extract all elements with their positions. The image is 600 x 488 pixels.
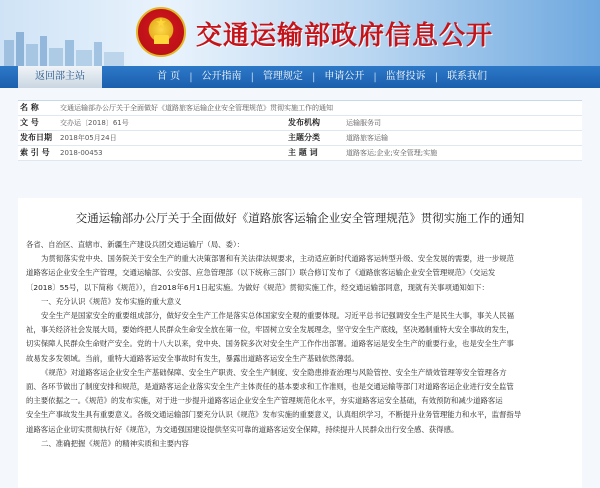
meta-value-index: 2018-00453 — [60, 149, 103, 157]
meta-value-keywords: 道路客运;企业;安全管理;实施 — [346, 149, 438, 157]
meta-value-name: 交通运输部办公厅关于全面做好《道路旅客运输企业安全管理规范》贯彻实施工作的通知 — [60, 104, 333, 112]
nav-contact-us[interactable]: 联系我们 — [447, 71, 488, 82]
nav-disclosure-guide[interactable]: 公开指南 — [201, 71, 242, 82]
paragraph-line: 的主要依据之一。《规范》的发布实施，对于进一步提升道路客运企业安全生产管理规范化水平，夯实道路客运安全基础，有效预防和减少道路客运 — [26, 396, 503, 406]
meta-value-publisher: 运输服务司 — [346, 119, 381, 127]
paragraph-line: 〔2018〕55号，以下简称《规范》），自2018年6月1日起实施。为做好《规范》贯彻实施工作，经交通运输部同意，现就有关事项通知如下： — [26, 282, 489, 292]
section-heading: 二、准确把握《规范》的精神实质和主要内容 — [41, 438, 189, 448]
document-metadata-table — [18, 100, 582, 161]
nav-apply-disclosure[interactable]: 申请公开 — [324, 71, 365, 82]
national-emblem-icon: ★ — [136, 7, 186, 57]
paragraph-line: 安全生产事故发生具有重要意义。各级交通运输部门要充分认识《规范》发布实施的重要意义，认真组织学习，不断提升业务管理能力和水平，监督指导 — [26, 410, 522, 420]
site-title: 交通运输部政府信息公开 — [196, 21, 494, 51]
meta-label: 主 题 词 — [288, 148, 318, 157]
nav-separator: | — [189, 71, 193, 83]
main-navigation — [0, 66, 600, 88]
nav-regulations[interactable]: 管理规定 — [262, 71, 303, 82]
meta-label: 文 号 — [20, 118, 39, 127]
paragraph-line: 安全生产是国家安全的重要组成部分，做好安全生产工作是落实总体国家安全观的重要体现。习近平总书记强调安全生产是民生大事，事关人民福 — [41, 311, 515, 321]
meta-row-name — [18, 101, 582, 116]
nav-home[interactable]: 首 页 — [157, 71, 181, 82]
salutation: 各省、自治区、直辖市、新疆生产建设兵团交通运输厅（局、委）： — [26, 240, 245, 249]
meta-value-category: 道路旅客运输 — [346, 134, 388, 142]
meta-label: 发布日期 — [20, 133, 52, 142]
meta-label: 主题分类 — [288, 133, 320, 142]
meta-row-doc-number — [18, 116, 582, 131]
meta-value-doc-number: 交办运〔2018〕61号 — [60, 119, 129, 127]
meta-value-date: 2018年05月24日 — [60, 134, 117, 142]
nav-separator: | — [434, 71, 439, 83]
article-title: 交通运输部办公厅关于全面做好《道路旅客运输企业安全管理规范》贯彻实施工作的通知 — [75, 211, 525, 225]
meta-label: 发布机构 — [288, 118, 320, 127]
paragraph-line: 《规范》对道路客运企业安全生产基础保障、安全生产职责、安全生产制度、安全隐患排查治理与风险管控、安全生产绩效管理等安全管理各方 — [41, 367, 507, 377]
paragraph-line: 祉，事关经济社会发展大局，要始终把人民群众生命安全放在第一位，牢固树立安全发展理念，坚守安全生产底线，坚决遏制重特大安全事故的发生， — [26, 325, 514, 335]
city-skyline-decoration — [0, 26, 150, 66]
meta-row-date — [18, 131, 582, 146]
paragraph-line: 故易发多发领域。当前，重特大道路客运安全事故时有发生，暴露出道路客运安全生产基础依然薄弱。 — [26, 353, 359, 363]
section-heading: 一、充分认识《规范》发布实施的重大意义 — [41, 296, 182, 306]
nav-separator: | — [250, 71, 254, 83]
paragraph-line: 切实保障人民群众生命财产安全。党的十八大以来，党中央、国务院多次对安全生产工作作出部署。道路客运是安全生产的重要行业，也是安全生产事 — [26, 339, 514, 349]
nav-separator: | — [311, 71, 316, 83]
nav-separator: | — [373, 71, 377, 83]
nav-complaints[interactable]: 监督投诉 — [385, 71, 426, 82]
paragraph-line: 道路客运企业安全生产管理，交通运输部、公安部、应急管理部（以下统称三部门）联合修订发布了《道路旅客运输企业安全管理规范》（交运发 — [26, 268, 496, 278]
site-header — [0, 0, 600, 66]
article-body — [26, 238, 576, 451]
paragraph-line: 面、各环节做出了制度安排和规范，是道路客运企业落实安全生产主体责任的基本要求和工作准则，也是交通运输等部门对道路客运企业进行安全监管 — [26, 382, 514, 392]
meta-row-index — [18, 146, 582, 161]
paragraph-line: 为贯彻落实党中央、国务院关于安全生产的重大决策部署和有关法律法规要求，主动适应新时代道路客运转型升级、安全发展的需要，进一步规范 — [41, 254, 515, 264]
meta-label: 索 引 号 — [20, 148, 50, 157]
paragraph-line: 道路客运企业切实贯彻执行好《规范》，为交通强国建设提供坚实可靠的道路客运安全保障，持续提升人民群众出行安全感、获得感。 — [26, 424, 459, 434]
meta-label: 名 称 — [20, 103, 39, 112]
article-content — [18, 198, 582, 488]
back-to-main-site-link[interactable]: 返回部主站 — [18, 66, 102, 88]
